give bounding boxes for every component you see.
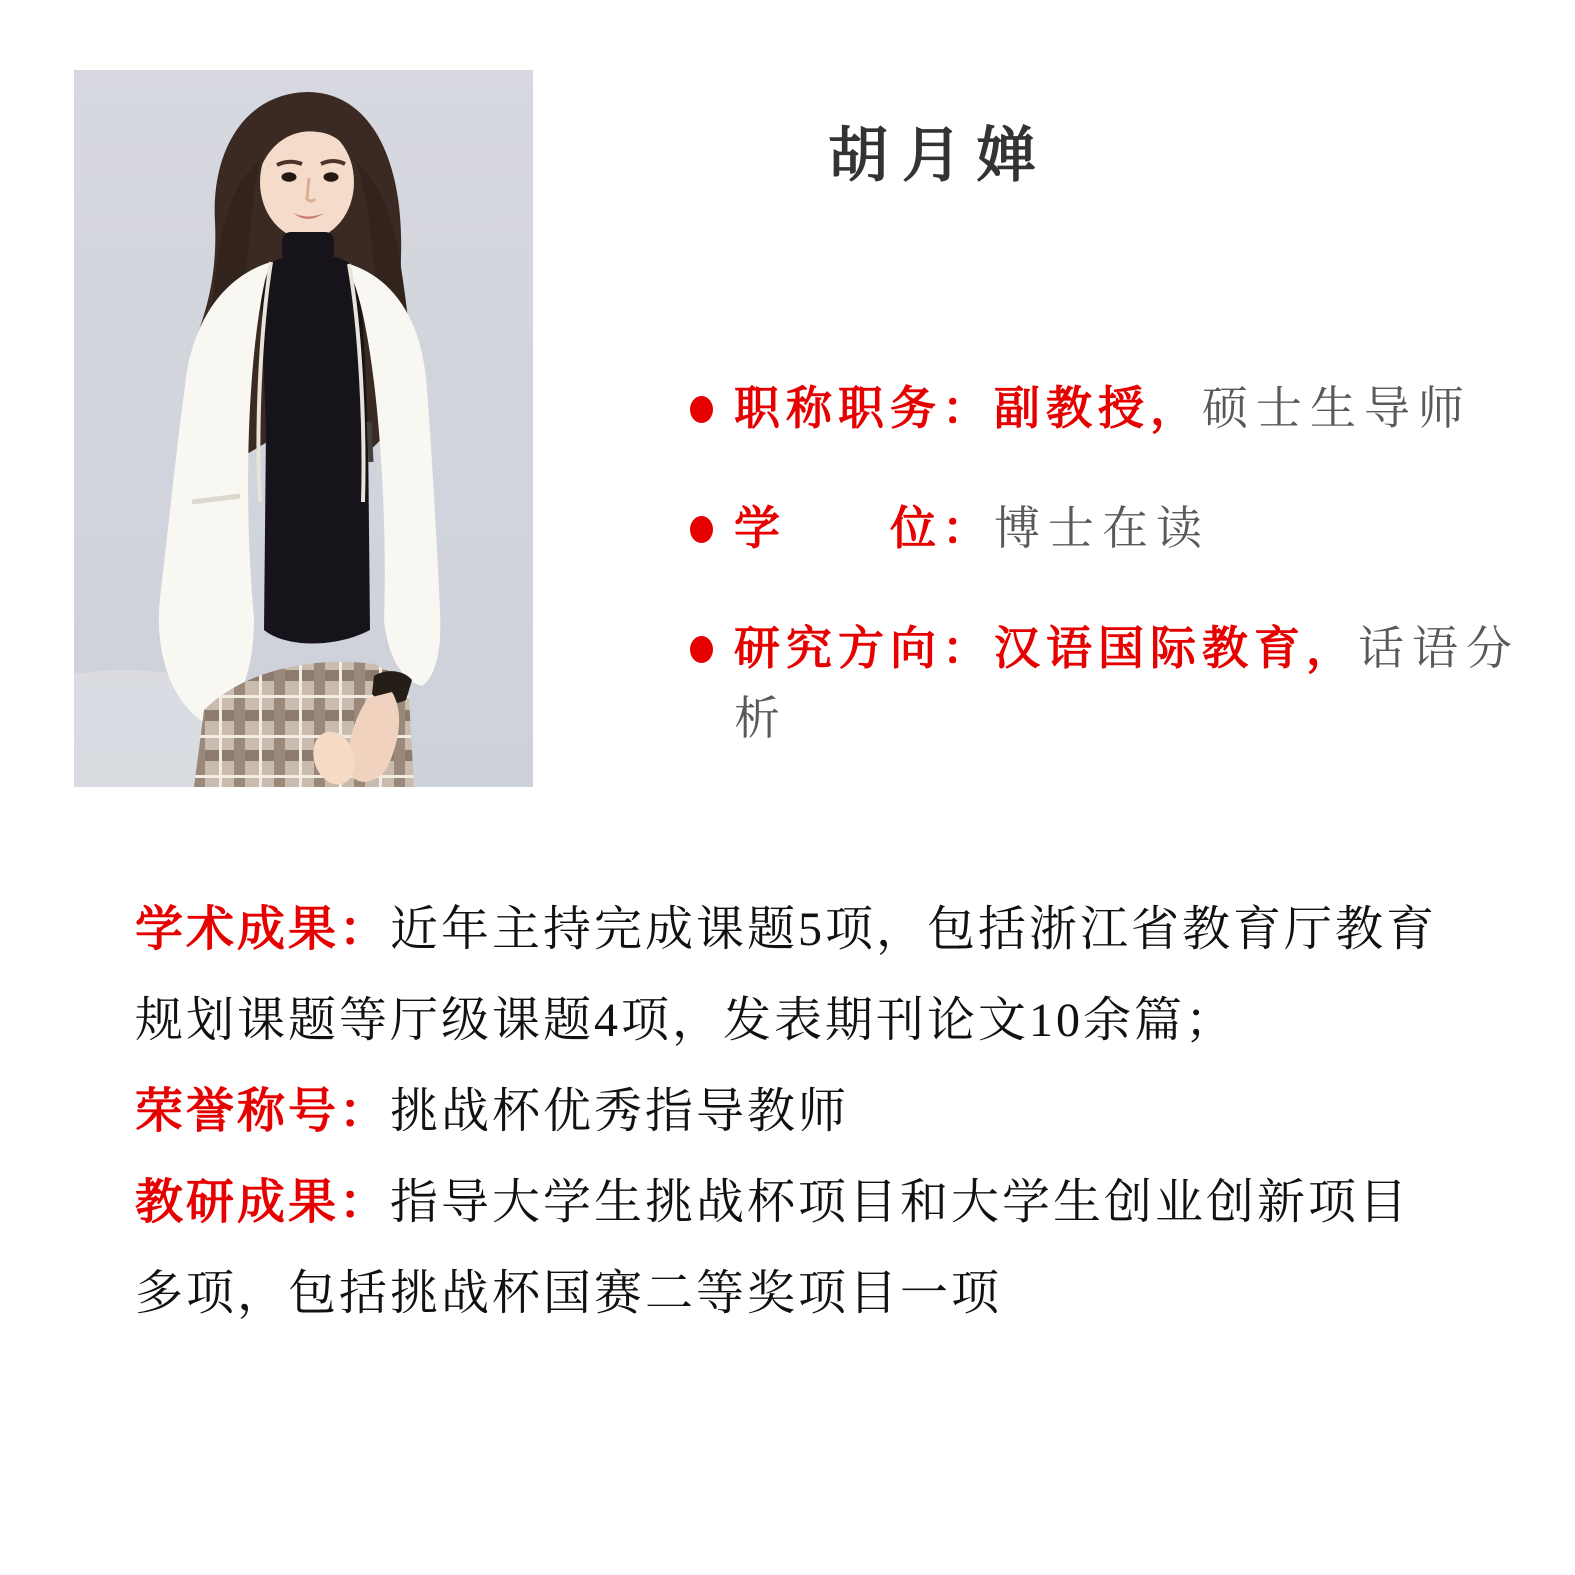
title-position-label: 职称职务：副教授， [734, 383, 1202, 434]
teaching-results-text-continued: 多项，包括挑战杯国赛二等奖项目一项 [135, 1267, 1003, 1320]
teacher-name: 胡月婵 [828, 121, 1050, 191]
teaching-results-line2 [135, 1248, 1535, 1339]
research-direction-value-line2: 析 [734, 693, 788, 744]
academic-results-text: 近年主持完成课题5项，包括浙江省教育厅教育 [390, 903, 1438, 956]
portrait-illustration [74, 70, 533, 787]
degree-value: 博士在读 [994, 503, 1210, 554]
achievements-section [135, 884, 1535, 1339]
teacher-photo [74, 70, 533, 787]
bullet-dot-icon [690, 636, 713, 663]
academic-results-line2 [135, 975, 1535, 1066]
teaching-results-line1 [135, 1157, 1535, 1248]
honor-title-label: 荣誉称号： [135, 1085, 391, 1138]
bullet-degree [690, 494, 1490, 564]
research-direction-label: 研究方向：汉语国际教育， [734, 623, 1358, 674]
honor-title-text: 挑战杯优秀指导教师 [390, 1085, 850, 1138]
profile-bullet-list [690, 374, 1520, 804]
academic-results-label: 学术成果： [135, 903, 391, 956]
bullet-research-direction [690, 614, 1520, 754]
honor-title-line [135, 1066, 1535, 1157]
title-position-value: 硕士生导师 [1202, 383, 1472, 434]
bullet-title-position [690, 374, 1490, 444]
academic-results-line1 [135, 884, 1535, 975]
degree-label: 学 位： [734, 503, 994, 554]
bullet-dot-icon [690, 396, 713, 423]
academic-results-text-continued: 规划课题等厅级课题4项，发表期刊论文10余篇； [135, 994, 1237, 1047]
bullet-dot-icon [690, 516, 713, 543]
research-direction-value-line1: 话语分 [1358, 623, 1520, 674]
teaching-results-text: 指导大学生挑战杯项目和大学生创业创新项目 [390, 1176, 1411, 1229]
teaching-results-label: 教研成果： [135, 1176, 391, 1229]
